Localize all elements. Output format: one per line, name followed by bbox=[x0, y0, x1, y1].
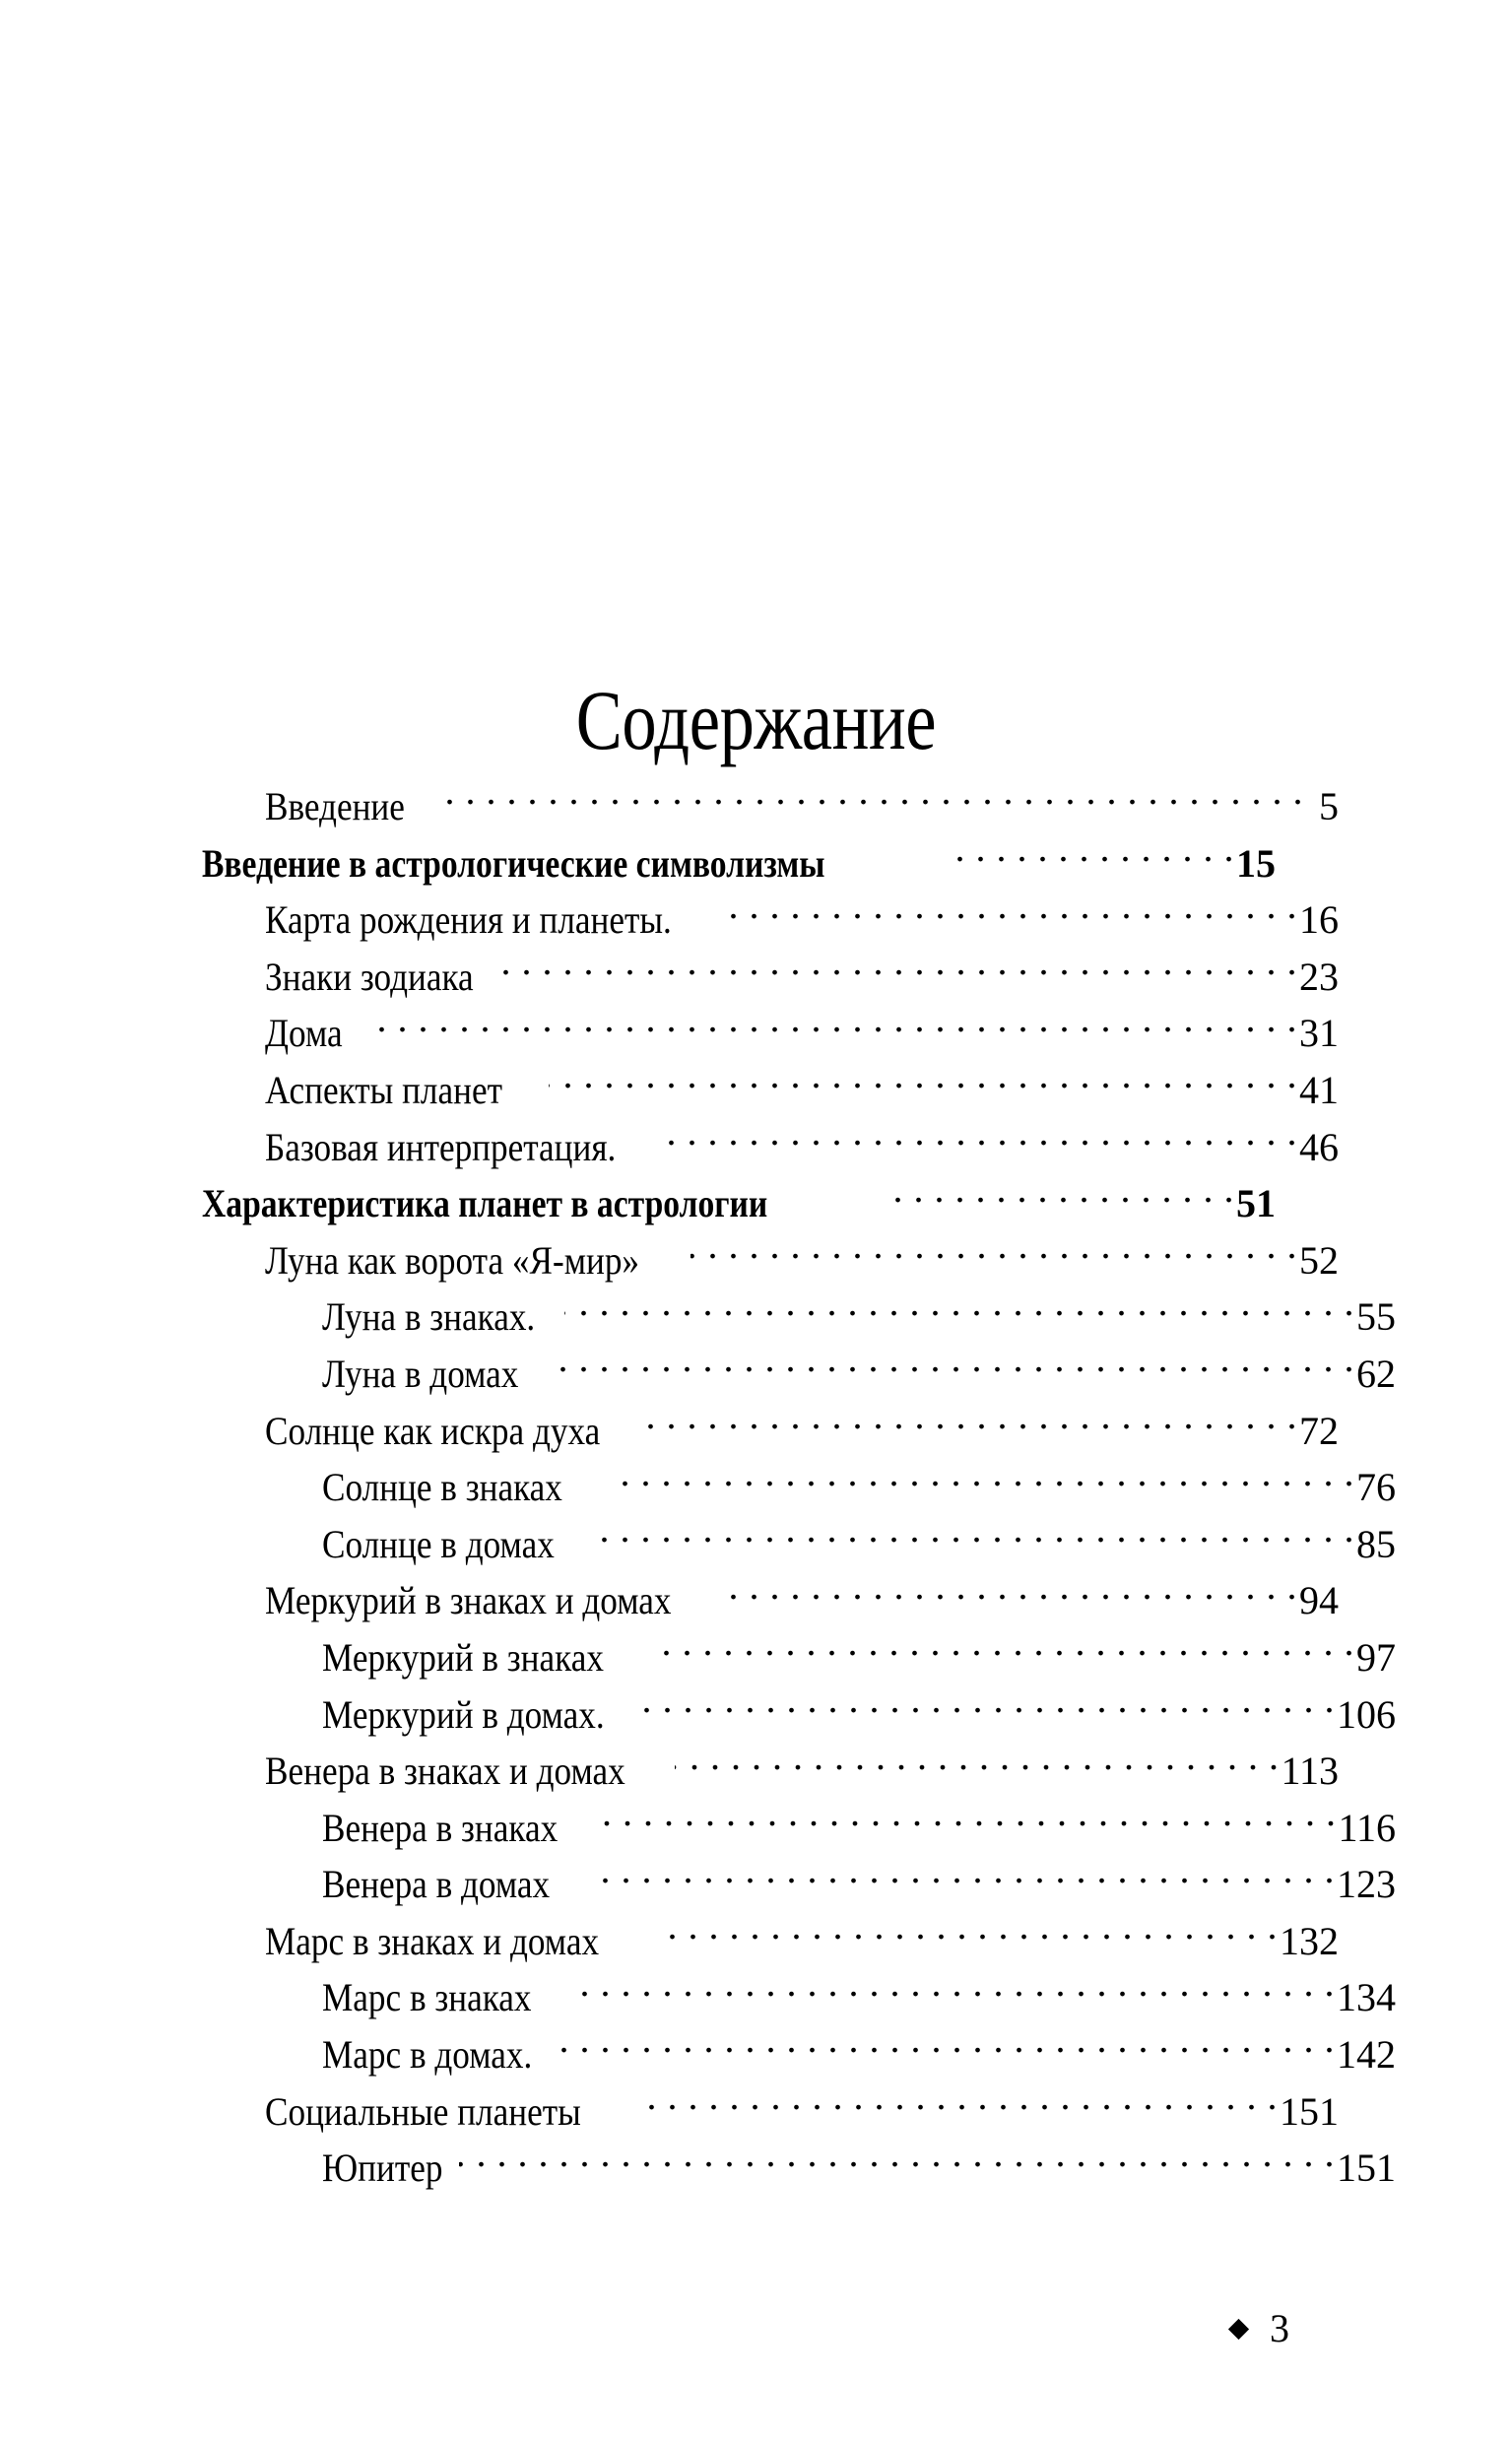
toc-entry[interactable] bbox=[265, 1232, 1339, 1289]
toc-entry-page-number: 23 bbox=[1299, 954, 1339, 999]
toc-entry[interactable] bbox=[265, 1403, 1339, 1460]
toc-entry[interactable] bbox=[202, 835, 1276, 892]
toc-entry-page-number: 97 bbox=[1356, 1634, 1396, 1680]
toc-entry[interactable] bbox=[265, 778, 1339, 835]
toc-entry-label: Дома bbox=[265, 1011, 343, 1056]
toc-entry[interactable] bbox=[265, 1119, 1339, 1176]
toc-entry-label: Луна в знаках. bbox=[322, 1294, 536, 1340]
dot-leader bbox=[564, 1290, 1354, 1330]
dot-leader bbox=[559, 1348, 1354, 1387]
dot-leader bbox=[609, 1461, 1354, 1500]
toc-entry[interactable] bbox=[265, 1572, 1339, 1629]
dot-leader bbox=[957, 837, 1234, 877]
diamond-ornament-icon bbox=[1228, 2318, 1249, 2339]
toc-entry-label: Венера в знаках bbox=[322, 1805, 559, 1850]
toc-entry-page-number: 55 bbox=[1356, 1294, 1396, 1340]
toc-entry-page-number: 116 bbox=[1338, 1805, 1396, 1850]
toc-entry-label: Знаки зодиака bbox=[265, 954, 474, 999]
toc-entry[interactable] bbox=[265, 891, 1339, 949]
toc-entry[interactable] bbox=[322, 1516, 1396, 1573]
dot-leader bbox=[643, 1688, 1335, 1728]
toc-entry[interactable] bbox=[265, 1005, 1339, 1062]
toc-entry-label: Марс в домах. bbox=[322, 2032, 533, 2078]
dot-leader bbox=[459, 2142, 1335, 2181]
dot-leader bbox=[549, 1064, 1297, 1103]
toc-entry-label: Меркурий в знаках bbox=[322, 1634, 604, 1680]
toc-entry[interactable] bbox=[322, 2140, 1396, 2197]
toc-entry[interactable] bbox=[265, 1913, 1339, 1970]
toc-entry-label: Аспекты планет bbox=[265, 1067, 502, 1112]
toc-entry-page-number: 76 bbox=[1356, 1465, 1396, 1510]
toc-entry-page-number: 41 bbox=[1299, 1067, 1339, 1112]
dot-leader bbox=[656, 1631, 1354, 1671]
toc-entry-page-number: 85 bbox=[1356, 1521, 1396, 1566]
dot-leader bbox=[366, 1007, 1297, 1046]
table-of-contents bbox=[202, 778, 1396, 2197]
toc-entry-label: Меркурий в домах. bbox=[322, 1691, 605, 1737]
dot-leader bbox=[586, 1518, 1354, 1557]
toc-entry-page-number: 31 bbox=[1299, 1011, 1339, 1056]
toc-entry-page-number: 5 bbox=[1319, 784, 1339, 828]
dot-leader bbox=[437, 780, 1303, 820]
dot-leader bbox=[590, 1802, 1337, 1841]
page-footer bbox=[0, 2306, 1512, 2443]
toc-entry-label: Социальные планеты bbox=[265, 2088, 581, 2134]
toc-entry-page-number: 113 bbox=[1281, 1749, 1339, 1794]
toc-entry-label: Введение bbox=[265, 784, 405, 828]
toc-entry-page-number: 46 bbox=[1299, 1124, 1339, 1169]
toc-entry-label: Марс в знаках и домах bbox=[265, 1918, 600, 1963]
toc-entry[interactable] bbox=[322, 1686, 1396, 1744]
toc-entry-label: Луна как ворота «Я-мир» bbox=[265, 1237, 640, 1283]
toc-entry[interactable] bbox=[322, 1800, 1396, 1857]
toc-entry[interactable] bbox=[202, 1175, 1276, 1232]
toc-entry[interactable] bbox=[322, 1969, 1396, 2026]
dot-leader bbox=[889, 1177, 1234, 1217]
toc-entry[interactable] bbox=[322, 1288, 1396, 1346]
toc-entry-page-number: 134 bbox=[1337, 1975, 1396, 2020]
toc-entry-label: Характеристика планет в астрологии bbox=[202, 1181, 768, 1226]
dot-leader bbox=[560, 2028, 1335, 2068]
dot-leader bbox=[658, 1915, 1278, 1954]
toc-entry-label: Меркурий в знаках и домах bbox=[265, 1578, 672, 1623]
toc-entry-label: Введение в астрологические символизмы bbox=[202, 840, 825, 886]
toc-entry-label: Луна в домах bbox=[322, 1351, 519, 1396]
page-title: Содержание bbox=[575, 672, 937, 767]
toc-entry-label: Карта рождения и планеты. bbox=[265, 897, 672, 943]
toc-entry[interactable] bbox=[322, 1629, 1396, 1686]
toc-entry-label: Солнце в домах bbox=[322, 1521, 555, 1566]
toc-entry-page-number: 72 bbox=[1299, 1408, 1339, 1453]
toc-entry-label: Венера в знаках и домах bbox=[265, 1749, 625, 1794]
dot-leader bbox=[595, 1858, 1335, 1897]
toc-entry-label: Марс в знаках bbox=[322, 1975, 532, 2020]
dot-leader bbox=[502, 951, 1297, 990]
folio bbox=[1231, 2306, 1291, 2350]
toc-entry-label: Юпитер bbox=[322, 2146, 443, 2191]
dot-leader bbox=[675, 1745, 1280, 1784]
toc-entry-page-number: 15 bbox=[1236, 840, 1276, 886]
dot-leader bbox=[664, 1121, 1297, 1160]
toc-entry-page-number: 132 bbox=[1280, 1918, 1339, 1963]
dot-leader bbox=[646, 1405, 1297, 1444]
toc-entry[interactable] bbox=[265, 949, 1339, 1006]
dot-leader bbox=[637, 2085, 1278, 2125]
toc-entry-page-number: 142 bbox=[1337, 2032, 1396, 2078]
toc-entry-page-number: 151 bbox=[1280, 2088, 1339, 2134]
toc-entry-page-number: 52 bbox=[1299, 1237, 1339, 1283]
toc-entry[interactable] bbox=[265, 1062, 1339, 1119]
toc-entry-page-number: 51 bbox=[1236, 1181, 1276, 1226]
toc-entry-label: Солнце как искра духа bbox=[265, 1408, 601, 1453]
toc-entry[interactable] bbox=[322, 1459, 1396, 1516]
dot-leader bbox=[727, 893, 1297, 933]
toc-entry-label: Венера в домах bbox=[322, 1862, 551, 1907]
toc-entry-page-number: 16 bbox=[1299, 897, 1339, 943]
toc-entry[interactable] bbox=[322, 2026, 1396, 2083]
toc-entry[interactable] bbox=[265, 2083, 1339, 2141]
dot-leader bbox=[574, 1971, 1335, 2011]
toc-entry-page-number: 151 bbox=[1337, 2146, 1396, 2191]
toc-entry-page-number: 62 bbox=[1356, 1351, 1396, 1396]
toc-entry[interactable] bbox=[265, 1743, 1339, 1800]
toc-entry-page-number: 94 bbox=[1299, 1578, 1339, 1623]
toc-entry-label: Базовая интерпретация. bbox=[265, 1124, 617, 1169]
toc-entry-label: Солнце в знаках bbox=[322, 1465, 562, 1510]
toc-entry[interactable] bbox=[322, 1346, 1396, 1403]
page-number: 3 bbox=[1270, 2306, 1289, 2350]
dot-leader bbox=[727, 1574, 1297, 1614]
toc-entry[interactable] bbox=[322, 1856, 1396, 1913]
toc-entry-page-number: 123 bbox=[1337, 1862, 1396, 1907]
toc-entry-page-number: 106 bbox=[1337, 1691, 1396, 1737]
dot-leader bbox=[690, 1234, 1297, 1274]
